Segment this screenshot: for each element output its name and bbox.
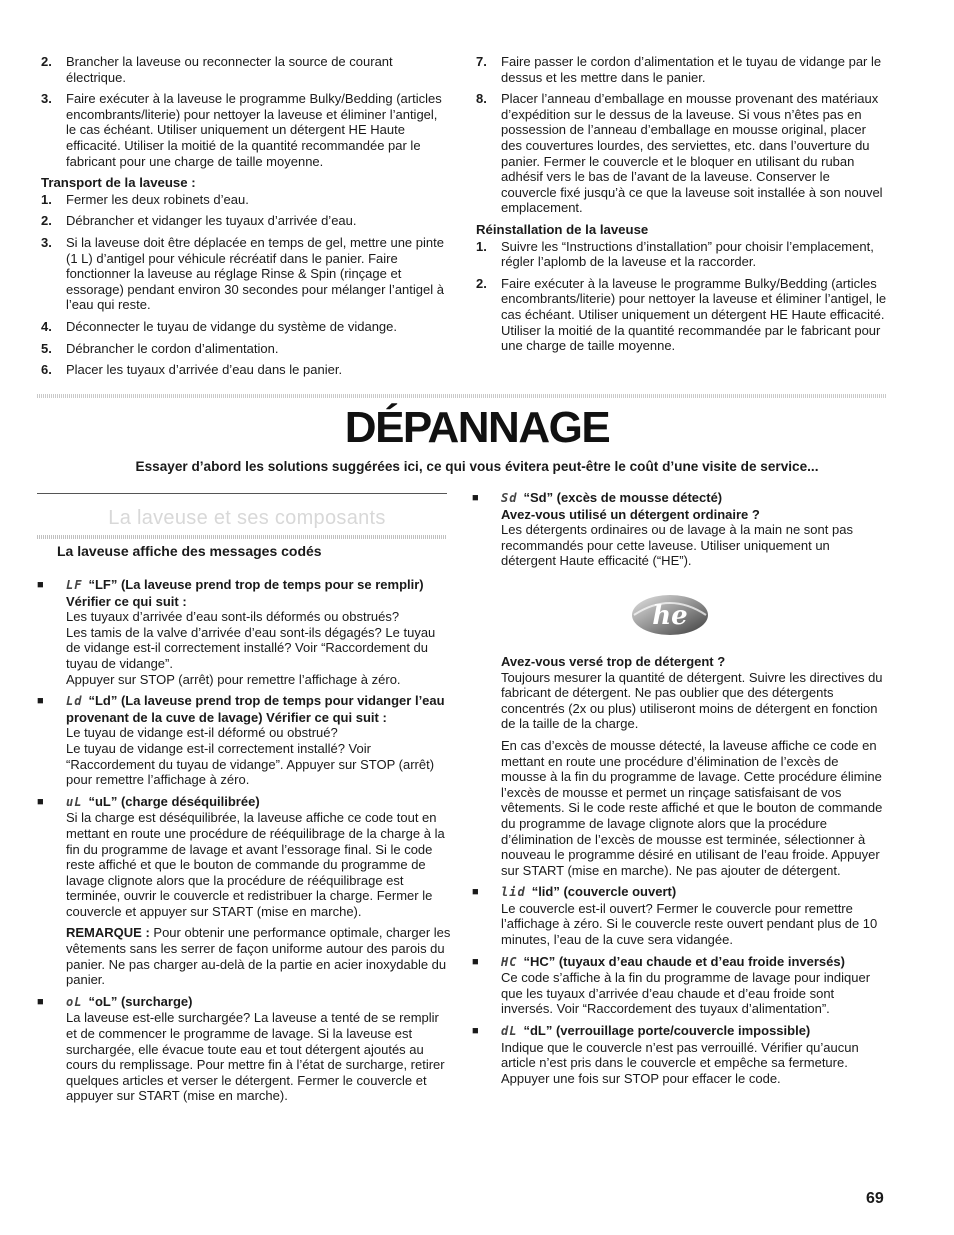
- display-code: uL: [66, 794, 83, 809]
- list-item: 8. Placer l’anneau d’emballage en mousse provenant des matériaux d’expédition sur le dessus de la laveuse. Si vous n’êtes pas en possession de l’anneau d’emballage en mousse original, placer des couvertures lourdes, des serviettes, etc. dans l’ouverture du panier. Fermer le couvercle et le bloquer en utilisant du ruban adhésif vers le bas de l’avant de la laveuse. Conserver le couvercle fixé jusqu’à ce que la laveuse soit installée à son nouvel emplacement.: [476, 91, 883, 216]
- bullet: ■: [472, 492, 479, 504]
- code-hc: ■ HC “HC” (tuyaux d’eau chaude et d’eau froide inversés) Ce code s’affiche à la fin du programme de lavage pour indiquer que les tuyaux d’arrivée d’eau chaude et d’eau froide sont inversés. Voir “Raccordement des tuyaux d’alimentation”.: [472, 953, 871, 1017]
- list-item: 6. Placer les tuyaux d’arrivée d’eau dans le panier.: [41, 362, 343, 378]
- he-logo-icon: [629, 593, 711, 637]
- list-item: 5. Débrancher le cordon d’alimentation.: [41, 340, 279, 356]
- list-item: 3. Si la laveuse doit être déplacée en temps de gel, mettre une pinte (1 L) d’antigel pour véhicule récréatif dans le panier. Faire fonctionner la laveuse au réglage Rinse & Spin (rinçage et essorage) pendant environ 30 secondes pour mélanger l’antigel à l’eau qui reste.: [41, 234, 444, 313]
- bullet: ■: [472, 955, 479, 968]
- codes-right-column: [472, 490, 886, 1092]
- code-dl: ■ dL “dL” (verrouillage porte/couvercle impossible) Indique que le couvercle n’est pas verrouillé. Vérifier qu’aucun article n’est pris dans le couvercle et empêche sa fermeture. Appuyer une fois sur STOP pour effacer le code.: [472, 1023, 859, 1086]
- bullet: ■: [37, 695, 44, 708]
- lead-text: Essayer d’abord les solutions suggérées ici, ce qui vous évitera peut-être le coût d’une visite de service...: [135, 459, 819, 474]
- bullet: ■: [472, 1025, 479, 1038]
- code-lid: ■ lid “lid” (couvercle ouvert) Le couvercle est-il ouvert? Fermer le couvercle pour remettre l’affichage à zéro. Si le couvercle reste ouvert pendant plus de 10 minutes, l’eau de la cuve sera vidangée.: [472, 884, 878, 948]
- section-title: La laveuse et ses composants: [108, 507, 386, 529]
- display-code: lid: [501, 885, 526, 900]
- display-code: Sd: [501, 491, 518, 505]
- bullet: ■: [472, 886, 479, 899]
- section-rule: [37, 493, 447, 494]
- top-right-column: [476, 54, 888, 360]
- list-item: 4. Déconnecter le tuyau de vidange du système de vidange.: [41, 318, 397, 334]
- list-item: 1. Fermer les deux robinets d’eau.: [41, 191, 249, 207]
- page-number: 69: [866, 1190, 884, 1207]
- list-item: 1. Suivre les “Instructions d’installation” pour choisir l’emplacement, régler l’aplomb de la laveuse et la raccorder.: [476, 238, 874, 270]
- display-code: HC: [501, 954, 518, 969]
- page-title: DÉPANNAGE: [344, 403, 610, 452]
- section-hatch: [37, 535, 447, 539]
- display-code: oL: [66, 994, 83, 1009]
- bullet: ■: [37, 579, 44, 591]
- top-left-column: [41, 54, 449, 384]
- code-ol: ■ oL “oL” (surcharge) La laveuse est-elle surchargée? La laveuse a tenté de se remplir et de commencer le programme de lavage. Si la laveuse est surchargée, elle évacue toute eau et tout détergent ajoutés au cours du remplissage. Pour mettre fin à l’état de surcharge, retirer quelques articles et verser le détergent. Fermer le couvercle et appuyer sur START (mise en marche).: [37, 993, 445, 1104]
- code-ul: ■ uL “uL” (charge déséquilibrée) Si la charge est déséquilibrée, la laveuse affiche ce code tout en mettant en route une procédure de rééquilibrage de la charge à la fin du programme de lavage et avant l’essorage final. Si le code reste affiché et que le bouton de commande du programme de lavage clignote alors que la procédure de rééquilibrage est terminée, ouvrir le couvercle et redistribuer la charge. Fermer le couvercle et appuyer sur START (mise en marche). REMARQUE : Pour obtenir une performance optimale, charger les vêtements sans les serrer de façon uniforme autour des parois du panier. Ne pas charger au-delà de la partie en acier inoxydable du panier.: [37, 793, 451, 988]
- list-item: 7. Faire passer le cordon d’alimentation et le tuyau de vidange par le dessus et les mettre dans le panier.: [476, 54, 882, 85]
- transport-heading: Transport de la laveuse :: [41, 175, 196, 191]
- code-ld: ■ Ld “Ld” (La laveuse prend trop de temps pour vidanger l’eau provenant de la cuve de lavage) Vérifier ce qui suit : Le tuyau de vidange est-il déformé ou obstrué? Le tuyau de vidange est-il correctement installé? Voir “Raccordement du tuyau de vidange”. Appuyer sur STOP (arrêt) pour remettre l’affichage à zéro.: [37, 693, 445, 788]
- he-logo-text: he: [652, 600, 688, 631]
- code-lf: ■ LF “LF” (La laveuse prend trop de temps pour se remplir) Vérifier ce qui suit : Les tuyaux d’arrivée d’eau sont-ils déformés ou obstrués? Les tamis de la valve d’arrivée d’eau sont-ils dégagés? Le tuyau de vidange est-il correctement installé? Voir “Raccordement du tuyau de vidange”. Appuyer sur STOP (arrêt) pour remettre l’affichage à zéro.: [37, 577, 436, 687]
- code-sd: ■ Sd “Sd” (excès de mousse détecté) Avez-vous utilisé un détergent ordinaire ? Les détergents ordinaires ou de lavage à la main ne sont pas recommandés pour cette laveuse. Utiliser uniquement un détergent Haute efficacité (“HE”). he Avez-vous versé trop de détergent ? Toujours mesurer la quantité de détergent. Suivre les directives du fabricant de détergent. Ne pas oublier que des détergents concentrés (2x ou plus) utiliseront moins de détergent en fonction de la taille de la charge. En cas d’excès de mousse détecté, la laveuse affiche ce code en mettant en route une procédure d’élimination de l’excès de mousse à la fin du programme de lavage. Cette procédure élimine l’excès de mousse et permet un rinçage satisfaisant de vos vêtements. Si le code reste affiché et que le bouton de commande du programme de lavage clignote alors que la procédure d’élimination de l’excès de mousse est terminée, sélectionner à nouveau le programme désiré en utilisant de l’eau froide. Appuyer sur START (mise en marche). Ne pas ajouter de détergent.: [472, 490, 883, 878]
- note: REMARQUE : Pour obtenir une performance optimale, charger les vêtements sans les serrer de façon uniforme autour des parois du panier. Ne pas charger au-delà de la partie en acier inoxydable du panier.: [66, 925, 451, 988]
- display-code: Ld: [66, 694, 83, 709]
- codes-left-column: [37, 577, 451, 1110]
- bullet: ■: [37, 995, 44, 1008]
- display-code: LF: [66, 578, 83, 592]
- divider-band: [37, 394, 886, 398]
- list-item: 2. Faire exécuter à la laveuse le programme Bulky/Bedding (articles encombrants/literie) pour nettoyer la laveuse et éliminer l’antigel, le cas échéant. Utiliser uniquement un détergent HE Haute efficacité. Utiliser la moitié de la quantité recommandée par le fabricant pour une charge de taille moyenne.: [476, 275, 887, 354]
- list-item: 3. Faire exécuter à la laveuse le programme Bulky/Bedding (articles encombrants/literie) pour nettoyer la laveuse et éliminer l’antigel, le cas échéant. Utiliser uniquement un détergent HE Haute efficacité. Utiliser la moitié de la quantité recommandée par le fabricant pour une charge de taille moyenne.: [41, 91, 442, 169]
- display-code: dL: [501, 1024, 518, 1039]
- bullet: ■: [37, 795, 44, 808]
- list-item: 2. Débrancher et vidanger les tuyaux d’arrivée d’eau.: [41, 213, 357, 229]
- reinstall-heading: Réinstallation de la laveuse: [476, 221, 649, 237]
- subsection-title: La laveuse affiche des messages codés: [57, 543, 322, 559]
- list-item: 2. Brancher la laveuse ou reconnecter la source de courant électrique.: [41, 54, 393, 85]
